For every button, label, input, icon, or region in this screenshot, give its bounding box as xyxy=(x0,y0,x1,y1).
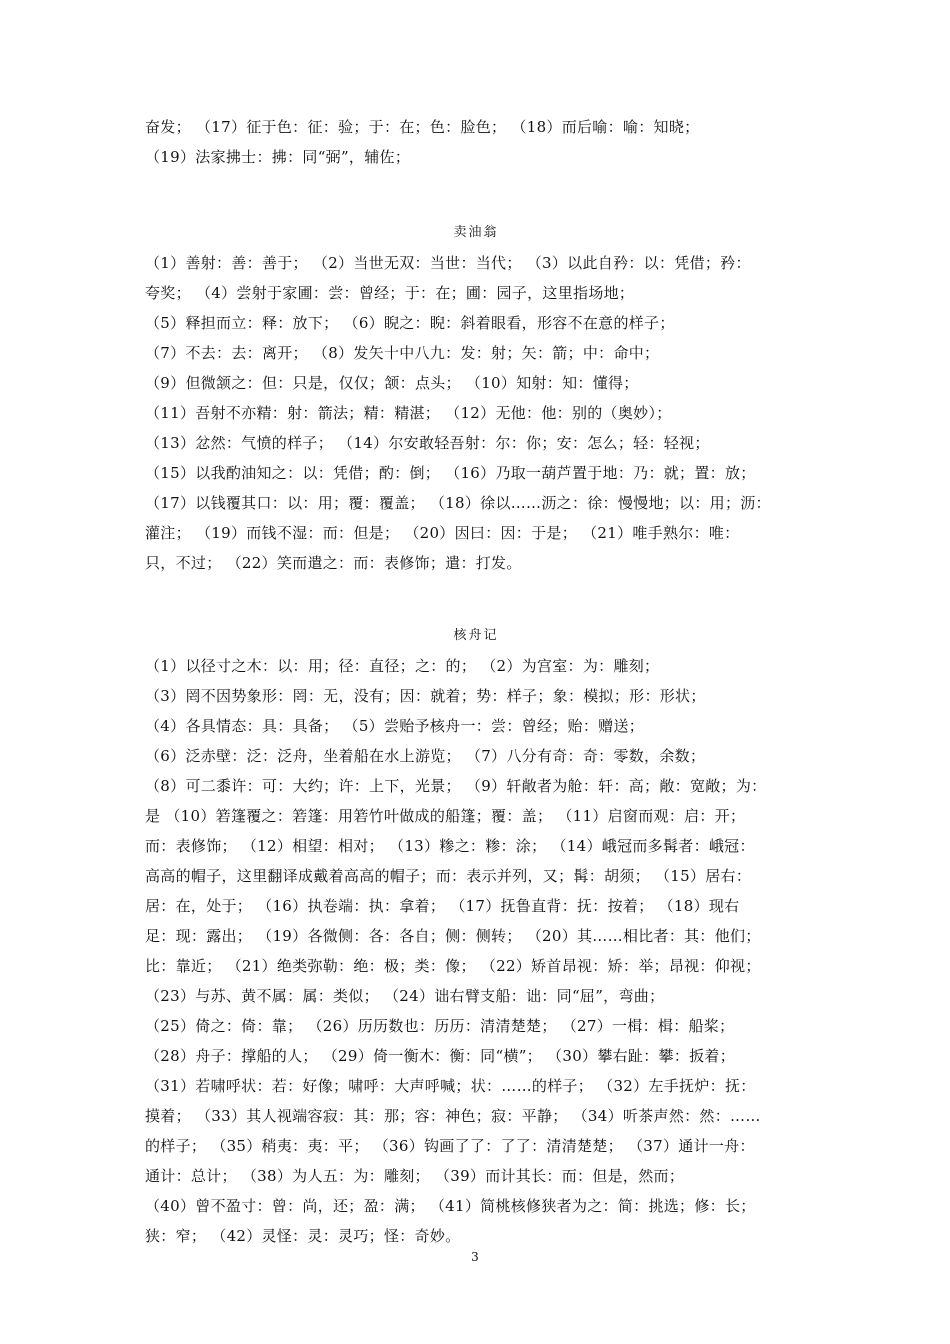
text-line: 是 （10）箬篷覆之：箬篷：用箬竹叶做成的船篷；覆：盖； （11）启窗而观：启：开； xyxy=(145,807,746,825)
text-line: 狭：窄； （42）灵怪：灵：灵巧；怪：奇妙。 xyxy=(145,1227,461,1245)
text-line: （17）以钱覆其口：以：用；覆：覆盖； （18）徐以……沥之：徐：慢慢地；以：用；沥： xyxy=(145,494,771,512)
document-page xyxy=(145,112,807,1251)
page-number: 3 xyxy=(471,1250,479,1264)
text-line: （28）舟子：撑船的人； （29）倚一衡木：衡：同“横”； （30）攀右趾：攀：扳着； xyxy=(145,1047,736,1065)
text-line: （13）忿然：气愤的样子； （14）尔安敢轻吾射：尔：你；安：怎么；轻：轻视； xyxy=(145,434,710,452)
text-line: 灌注； （19）而钱不湿：而：但是； （20）因曰：因：于是； （21）唯手熟尔：唯： xyxy=(145,524,740,542)
text-line: 而：表修饰； （12）相望：相对； （13）糁之：糁：涂； （14）峨冠而多髯者：峨冠： xyxy=(145,837,755,855)
text-line: 通计：总计； （38）为人五：为：雕刻； （39）而计其长：而：但是，然而； xyxy=(145,1167,685,1185)
text-line: （8）可二黍许：可：大约；许：上下，光景； （9）轩敞者为舱：轩：高；敞：宽敞；为： xyxy=(145,777,767,795)
text-line: 比：靠近； （21）绝类弥勒：绝：极；类：像； （22）矫首昂视：矫：举；昂视：仰视； xyxy=(145,957,761,975)
text-line: （7）不去：去：离开； （8）发矢十中八九：发：射；矢：箭；中：命中； xyxy=(145,344,660,362)
section-heading: 卖油翁 xyxy=(453,225,499,240)
text-line: （19）法家拂士：拂：同“弼”，辅佐； xyxy=(145,148,411,166)
text-line: 居：在，处于； （16）执卷端：执：拿着； （17）抚鲁直背：抚：按着； （18）现右 xyxy=(145,897,740,915)
text-line: （15）以我酌油知之：以：凭借；酌：倒； （16）乃取一葫芦置于地：乃：就；置：放； xyxy=(145,464,756,482)
text-line: 奋发； （17）征于色：征：验；于：在；色：脸色； （18）而后喻：喻：知晓； xyxy=(145,118,700,136)
text-line: 摸着； （33）其人视端容寂：其：那；容：神色；寂：平静； （34）听茶声然：然：…… xyxy=(145,1107,761,1125)
text-line: 只，不过； （22）笑而遣之：而：表修饰；遣：打发。 xyxy=(145,554,522,572)
top-section xyxy=(145,112,807,172)
text-line: 的样子； （35）稍夷：夷：平； （36）钩画了了：了了：清清楚楚； （37）通计一舟： xyxy=(145,1137,755,1155)
text-line: （11）吾射不亦精：射：箭法；精：精湛； （12）无他：他：别的（奥妙）； xyxy=(145,404,672,422)
text-line: （1）善射：善：善于； （2）当世无双：当世：当代； （3）以此自矜：以：凭借；矜： xyxy=(145,254,751,272)
text-line: 高高的帽子，这里翻译成戴着高高的帽子；而：表示并列，又；髯：胡须； （15）居右： xyxy=(145,867,752,885)
text-line: 足：现：露出； （19）各微侧：各：各自；侧：侧转； （20）其……相比者：其：他们； xyxy=(145,927,761,945)
section-maiyouweng xyxy=(145,218,807,578)
text-line: （23）与苏、黄不属：属：类似； （24）诎右臂支船：诎：同“屈”，弯曲； xyxy=(145,987,665,1005)
text-line: （9）但微颔之：但：只是，仅仅；颔：点头； （10）知射：知：懂得； xyxy=(145,374,639,392)
text-line: 夸奖； （4）尝射于家圃：尝：曾经；于：在；圃：园子，这里指场地； xyxy=(145,284,635,302)
text-line: （4）各具情态：具：具备； （5）尝贻予核舟一：尝：曾经；贻：赠送； xyxy=(145,717,645,735)
text-line: （1）以径寸之木：以：用；径：直径；之：的； （2）为宫室：为：雕刻； xyxy=(145,657,660,675)
section-hezhouji xyxy=(145,621,807,1251)
text-line: （5）释担而立：释：放下； （6）睨之：睨：斜着眼看，形容不在意的样子； xyxy=(145,314,675,332)
section-heading: 核舟记 xyxy=(453,628,499,643)
text-line: （3）罔不因势象形：罔：无，没有；因：就着；势：样子；象：模拟；形：形状； xyxy=(145,687,706,705)
text-line: （6）泛赤壁：泛：泛舟，坐着船在水上游览； （7）八分有奇：奇：零数，余数； xyxy=(145,747,706,765)
text-line: （40）曾不盈寸：曾：尚，还；盈：满； （41）简桃核修狭者为之：简：挑选；修：长； xyxy=(145,1197,756,1215)
text-line: （25）倚之：倚：靠； （26）历历数也：历历：清清楚楚； （27）一楫：楫：船桨； xyxy=(145,1017,735,1035)
text-line: （31）若啸呼状：若：好像；啸呼：大声呼喊；状：……的样子； （32）左手抚炉：抚： xyxy=(145,1077,756,1095)
